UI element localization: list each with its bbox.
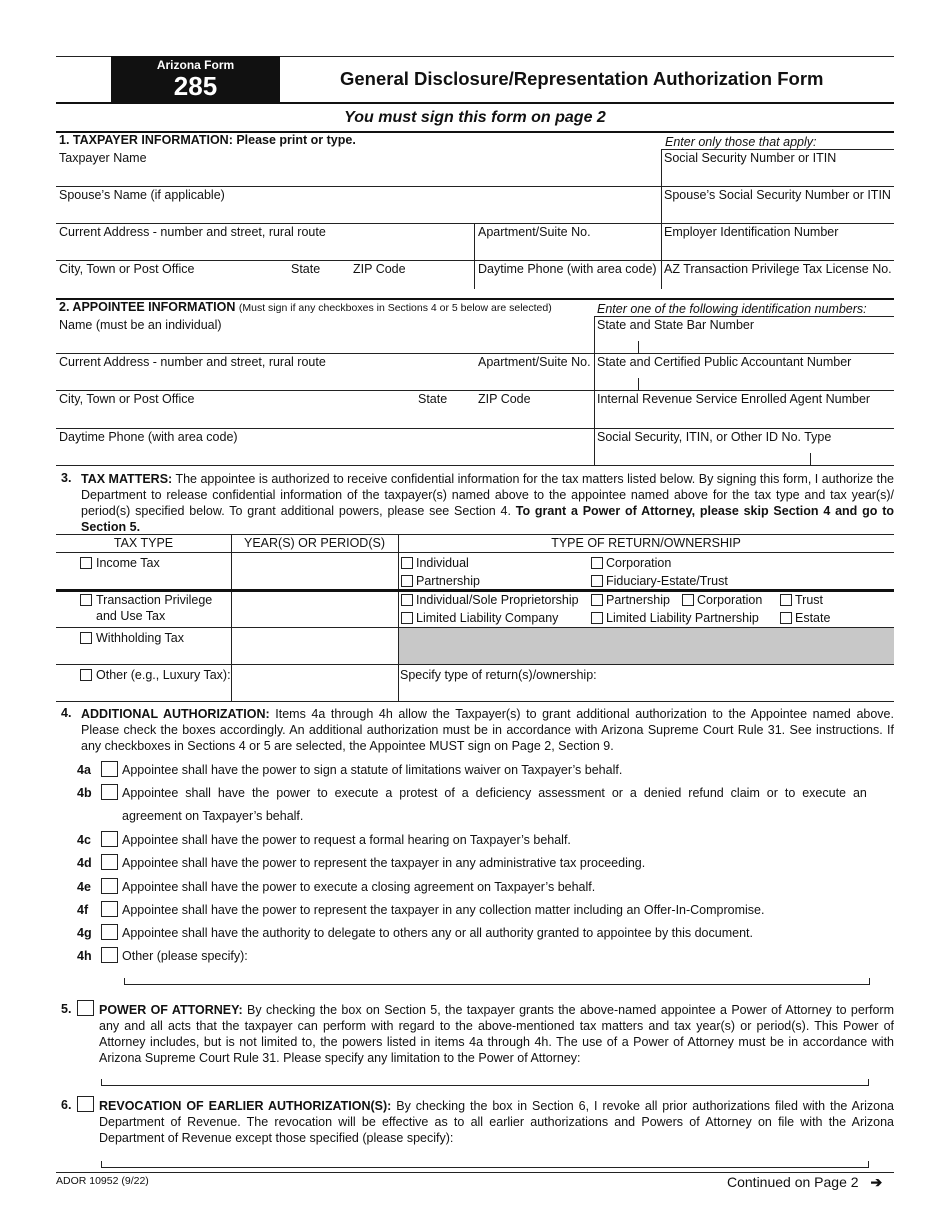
withholding-checkbox[interactable]	[80, 632, 92, 644]
other-tax-checkbox[interactable]	[80, 669, 92, 681]
item-4g-code: 4g	[77, 926, 92, 940]
tpt-checkbox[interactable]	[80, 594, 92, 606]
table-col-divider	[231, 534, 232, 702]
llc-label: Limited Liability Company	[416, 611, 559, 625]
item-4f-code: 4f	[77, 903, 89, 917]
row-rule	[56, 260, 894, 261]
bar-number-label: State and State Bar Number	[597, 318, 755, 332]
income-tax-label: Income Tax	[96, 556, 160, 570]
sign-notice: You must sign this form on page 2	[344, 109, 606, 126]
taxpayer-phone-label: Daytime Phone (with area code)	[478, 262, 657, 276]
withholding-label: Withholding Tax	[96, 631, 185, 645]
header-bottom-rule	[56, 102, 894, 104]
section1-mid-divider	[474, 223, 475, 289]
section3-bold-tail: To grant a Power of Attorney, please skip Section 4 and go to Section 5.	[81, 504, 894, 534]
corporation-checkbox[interactable]	[591, 557, 603, 569]
taxpayer-ssn-label: Social Security Number or ITIN	[664, 151, 837, 165]
item-4e-text: Appointee shall have the power to execute a closing agreement on Taxpayer’s behalf.	[122, 880, 596, 894]
section4-lead: ADDITIONAL AUTHORIZATION:	[81, 707, 270, 721]
footer-rule	[56, 1172, 894, 1173]
income-tax-checkbox[interactable]	[80, 557, 92, 569]
other-id-tick	[810, 453, 811, 465]
item-4h-specify-field[interactable]	[124, 978, 870, 985]
item-4f-checkbox[interactable]	[101, 901, 118, 917]
taxpayer-zip-label: ZIP Code	[353, 262, 406, 276]
item-4c-code: 4c	[77, 833, 91, 847]
sole-prop-label: Individual/Sole Proprietorship	[416, 593, 579, 607]
section3-body: The appointee is authorized to receive confidential information for the tax matters listed below. By signing this form, I authorize the Department to release confidential information of the taxpayer(s) named above to the appointee named above for the tax type and tax year(s)/ period(s) specified below. To grant additional powers, please see Section 4.	[81, 472, 894, 518]
other-id-label: Social Security, ITIN, or Other ID No. Type	[597, 430, 832, 444]
item-4h-text: Other (please specify):	[122, 949, 248, 963]
item-4a-checkbox[interactable]	[101, 761, 118, 777]
form-number: 285	[173, 71, 218, 101]
revocation-checkbox[interactable]	[77, 1096, 94, 1112]
section4-text	[81, 706, 894, 754]
section6-lead: REVOCATION OF EARLIER AUTHORIZATION(S):	[99, 1099, 392, 1113]
tpt-label-line1: Transaction Privilege	[96, 593, 213, 607]
item-4d-code: 4d	[77, 856, 92, 870]
item-4g-text: Appointee shall have the authority to delegate to others any or all authority granted to appointee by this document.	[122, 926, 753, 940]
estate-checkbox[interactable]	[780, 612, 792, 624]
section5-body: By checking the box on Section 5, the taxpayer grants the above-named appointee a Power of Attorney to perform any and all acts that the taxpayer can perform with regard to the above-mentioned tax matters and tax year(s) or period(s). This Power of Attorney includes, but is not limited to, the powers listed in items 4a through 4h. The use of a Power of Attorney must be in accordance with Arizona Supreme Court Rule 31. Please specify any limitation to the Power of Attorney:	[99, 1003, 894, 1065]
tpt-corporation-label: Corporation	[697, 593, 763, 607]
taxpayer-apt-label: Apartment/Suite No.	[478, 225, 591, 239]
enrolled-agent-label: Internal Revenue Service Enrolled Agent Number	[597, 392, 871, 406]
section2-note-rule	[594, 316, 894, 317]
item-4c-checkbox[interactable]	[101, 831, 118, 847]
item-4b-text: Appointee shall have the power to execute a protest of a deficiency assessment or a denied refund claim or to execute an	[122, 786, 867, 800]
trust-checkbox[interactable]	[780, 594, 792, 606]
item-4d-text: Appointee shall have the power to represent the taxpayer in any administrative tax proceeding.	[122, 856, 646, 870]
table-top-rule	[56, 534, 894, 535]
section2-heading-row	[59, 300, 552, 314]
section1-heading: 1. TAXPAYER INFORMATION: Please print or type.	[59, 133, 356, 147]
partnership-label: Partnership	[416, 574, 480, 588]
continued-notice	[727, 1174, 882, 1191]
trust-label: Trust	[795, 593, 824, 607]
ein-label: Employer Identification Number	[664, 225, 839, 239]
col-tax-type: TAX TYPE	[113, 536, 174, 550]
row-rule	[56, 353, 894, 354]
section1-right-divider	[661, 149, 662, 289]
table-bottom-rule	[56, 701, 894, 702]
form-id: ADOR 10952 (9/22)	[56, 1175, 149, 1187]
row-rule	[56, 428, 894, 429]
item-4c-text: Appointee shall have the power to request a formal hearing on Taxpayer’s behalf.	[122, 833, 571, 847]
form-number-box	[111, 56, 280, 102]
section5-number: 5.	[61, 1002, 72, 1016]
cpa-number-tick	[638, 378, 639, 390]
appointee-address-label: Current Address - number and street, rural route	[59, 355, 326, 369]
section1-note-rule	[661, 149, 894, 150]
arrow-right-icon: ➔	[870, 1174, 883, 1190]
section5-text	[99, 1002, 894, 1066]
fiduciary-checkbox[interactable]	[591, 575, 603, 587]
power-of-attorney-checkbox[interactable]	[77, 1000, 94, 1016]
bar-number-tick	[638, 341, 639, 353]
section5-lead: POWER OF ATTORNEY:	[99, 1003, 243, 1017]
tpt-partnership-label: Partnership	[606, 593, 670, 607]
table-header-rule	[56, 552, 894, 553]
form-title: General Disclosure/Representation Authorization Form	[340, 68, 824, 89]
row-rule	[56, 465, 894, 466]
item-4f-text: Appointee shall have the power to represent the taxpayer in any collection matter including an Offer-In-Compromise.	[122, 903, 765, 917]
col-years: YEAR(S) OR PERIOD(S)	[244, 536, 385, 550]
section4-body: Items 4a through 4h allow the Taxpayer(s) to grant additional authorization to the Appointee named above. Please check the boxes accordingly. An additional authorization must be in accordance with Arizona Supreme Court Rule 31. See instructions. If any checkboxes in Sections 4 or 5 are selected, the Appointee MUST sign on Page 2, Section 9.	[81, 707, 894, 753]
individual-checkbox[interactable]	[401, 557, 413, 569]
form-label: Arizona Form	[156, 58, 235, 72]
item-4b-continued: agreement on Taxpayer’s behalf.	[122, 809, 304, 823]
llc-checkbox[interactable]	[401, 612, 413, 624]
section6-text	[99, 1098, 894, 1146]
llp-checkbox[interactable]	[591, 612, 603, 624]
taxpayer-state-label: State	[291, 262, 321, 276]
table-col-divider	[398, 534, 399, 702]
partnership-checkbox[interactable]	[401, 575, 413, 587]
section1-right-note: Enter only those that apply:	[665, 135, 817, 149]
estate-label: Estate	[795, 611, 831, 625]
item-4a-code: 4a	[77, 763, 91, 777]
tpt-license-label: AZ Transaction Privilege Tax License No.	[664, 262, 892, 276]
appointee-phone-label: Daytime Phone (with area code)	[59, 430, 238, 444]
appointee-name-label: Name (must be an individual)	[59, 318, 222, 332]
other-tax-label: Other (e.g., Luxury Tax):	[96, 668, 231, 682]
section3-text	[81, 471, 894, 535]
continued-text: Continued on Page 2	[727, 1174, 859, 1190]
section3-lead: TAX MATTERS:	[81, 472, 173, 486]
row-rule	[56, 223, 894, 224]
specify-return-label: Specify type of return(s)/ownership:	[400, 668, 597, 682]
tpt-partnership-checkbox[interactable]	[591, 594, 603, 606]
section6-number: 6.	[61, 1098, 72, 1112]
appointee-city-label: City, Town or Post Office	[59, 392, 195, 406]
item-4d-checkbox[interactable]	[101, 854, 118, 870]
row-rule	[56, 186, 894, 187]
item-4e-checkbox[interactable]	[101, 878, 118, 894]
item-4h-code: 4h	[77, 949, 92, 963]
withholding-shaded-cell	[399, 628, 894, 664]
table-thick-rule	[56, 589, 894, 592]
section3-number: 3.	[61, 471, 72, 485]
col-return-type: TYPE OF RETURN/OWNERSHIP	[551, 536, 741, 550]
section2-right-note: Enter one of the following identification numbers:	[597, 302, 867, 316]
tpt-label-line2: and Use Tax	[96, 609, 166, 623]
revocation-specify-field[interactable]	[101, 1161, 869, 1168]
row-rule	[56, 664, 894, 665]
spouse-name-label: Spouse’s Name (if applicable)	[59, 188, 225, 202]
fiduciary-label: Fiduciary-Estate/Trust	[606, 574, 728, 588]
section2-heading: 2. APPOINTEE INFORMATION	[59, 300, 236, 314]
llp-label: Limited Liability Partnership	[606, 611, 759, 625]
taxpayer-name-label: Taxpayer Name	[59, 151, 147, 165]
item-4a-text: Appointee shall have the power to sign a statute of limitations waiver on Taxpayer’s behalf.	[122, 763, 623, 777]
section2-heading-note: (Must sign if any checkboxes in Sections 4 or 5 below are selected)	[238, 302, 552, 314]
section4-number: 4.	[61, 706, 72, 720]
sole-prop-checkbox[interactable]	[401, 594, 413, 606]
individual-label: Individual	[416, 556, 469, 570]
spouse-ssn-label: Spouse’s Social Security Number or ITIN	[664, 188, 891, 202]
poa-limitation-field[interactable]	[101, 1079, 869, 1086]
appointee-zip-label: ZIP Code	[478, 392, 531, 406]
item-4e-code: 4e	[77, 880, 91, 894]
tpt-corporation-checkbox[interactable]	[682, 594, 694, 606]
corporation-label: Corporation	[606, 556, 672, 570]
row-rule	[56, 390, 894, 391]
taxpayer-address-label: Current Address - number and street, rural route	[59, 225, 326, 239]
appointee-apt-label: Apartment/Suite No.	[478, 355, 591, 369]
appointee-state-label: State	[418, 392, 448, 406]
taxpayer-city-label: City, Town or Post Office	[59, 262, 195, 276]
item-4b-checkbox[interactable]	[101, 784, 118, 800]
section6-body: By checking the box in Section 6, I revoke all prior authorizations filed with the Arizona Department of Revenue. The revocation will be effective as to all earlier authorizations and Powers of Attorney on file with the Arizona Department of Revenue except those specified (please specify):	[99, 1099, 894, 1145]
item-4b-code: 4b	[77, 786, 92, 800]
cpa-number-label: State and Certified Public Accountant Number	[597, 355, 852, 369]
item-4g-checkbox[interactable]	[101, 924, 118, 940]
item-4h-checkbox[interactable]	[101, 947, 118, 963]
